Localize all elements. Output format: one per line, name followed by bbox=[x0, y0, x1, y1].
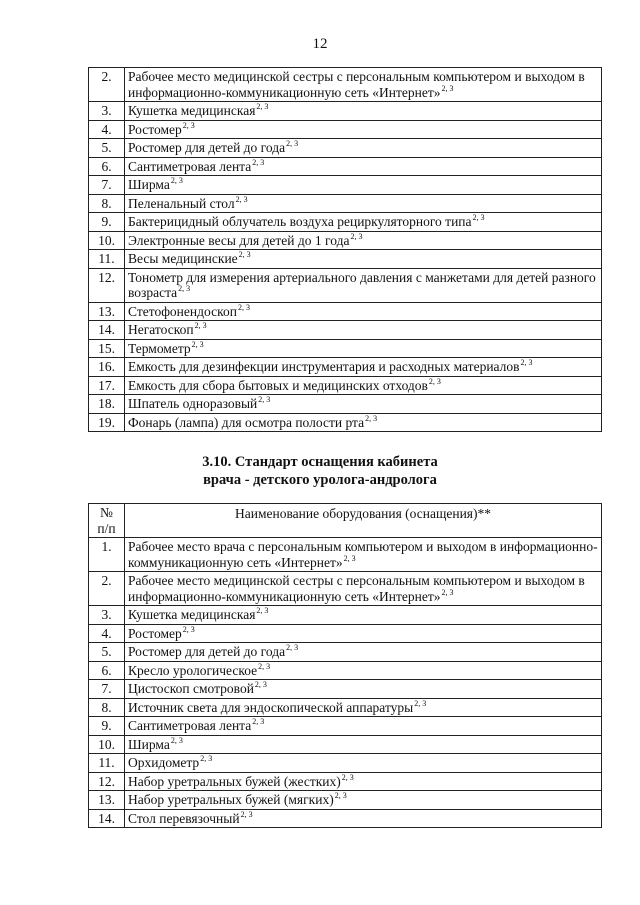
row-number: 2. bbox=[89, 572, 125, 606]
table-row bbox=[89, 250, 602, 269]
footnote-ref: 2, 3 bbox=[200, 754, 213, 763]
table-row bbox=[89, 120, 602, 139]
footnote-ref: 2, 3 bbox=[334, 791, 347, 800]
equipment-name-cell bbox=[125, 572, 602, 606]
footnote-ref: 2, 3 bbox=[182, 624, 195, 634]
equipment-name-cell bbox=[125, 321, 602, 340]
equipment-name: Ростомер bbox=[128, 121, 182, 137]
equipment-name-cell bbox=[125, 176, 602, 195]
row-number: 11. bbox=[89, 754, 125, 773]
row-number: 9. bbox=[89, 213, 125, 232]
equipment-name-cell bbox=[125, 339, 602, 358]
table-row bbox=[89, 680, 602, 699]
equipment-name: Электронные весы для детей до 1 года bbox=[128, 232, 350, 248]
equipment-name-cell bbox=[125, 698, 602, 717]
row-number: 7. bbox=[89, 176, 125, 195]
equipment-name-cell bbox=[125, 643, 602, 662]
equipment-name-cell bbox=[125, 661, 602, 680]
table-row bbox=[89, 194, 602, 213]
row-number: 3. bbox=[89, 102, 125, 121]
table-row bbox=[89, 157, 602, 176]
row-number: 13. bbox=[89, 302, 125, 321]
table-row bbox=[89, 809, 602, 828]
table-row bbox=[89, 791, 602, 810]
equipment-name-cell bbox=[125, 735, 602, 754]
footnote-ref: 2, 3 bbox=[350, 231, 363, 241]
footnote-ref: 2, 3 bbox=[254, 680, 267, 689]
table-row bbox=[89, 376, 602, 395]
equipment-name-cell bbox=[125, 231, 602, 250]
footnote-ref: 2, 3 bbox=[286, 139, 299, 148]
footnote-ref: 2, 3 bbox=[170, 176, 183, 185]
row-number: 12. bbox=[89, 268, 125, 302]
footnote-ref: 2, 3 bbox=[286, 643, 299, 652]
equipment-name-cell bbox=[125, 809, 602, 828]
equipment-name: Емкость для сбора бытовых и медицинских отходов bbox=[128, 377, 428, 393]
row-number: 16. bbox=[89, 358, 125, 377]
row-number: 15. bbox=[89, 339, 125, 358]
page-number: 12 bbox=[312, 36, 328, 52]
table-row bbox=[89, 139, 602, 158]
equipment-name-cell bbox=[125, 754, 602, 773]
footnote-ref: 2, 3 bbox=[520, 358, 533, 367]
footnote-ref: 2, 3 bbox=[414, 698, 427, 708]
footnote-ref: 2, 3 bbox=[256, 102, 269, 111]
row-number: 8. bbox=[89, 194, 125, 213]
equipment-name-cell bbox=[125, 102, 602, 121]
row-number: 5. bbox=[89, 643, 125, 662]
table-row bbox=[89, 754, 602, 773]
urologist-equipment-table bbox=[88, 503, 602, 828]
equipment-name: Ширма bbox=[128, 736, 170, 752]
equipment-name-cell bbox=[125, 120, 602, 139]
equipment-name: Ширма bbox=[128, 177, 170, 192]
table-row bbox=[89, 213, 602, 232]
row-number: 9. bbox=[89, 717, 125, 736]
equipment-name-cell bbox=[125, 717, 602, 736]
table-row bbox=[89, 661, 602, 680]
footnote-ref: 2, 3 bbox=[240, 809, 253, 819]
row-number: 4. bbox=[89, 120, 125, 139]
table1-body bbox=[89, 68, 602, 432]
equipment-name-cell bbox=[125, 358, 602, 377]
footnote-ref: 2, 3 bbox=[235, 194, 248, 204]
equipment-name: Набор уретральных бужей (мягких) bbox=[128, 792, 334, 807]
footnote-ref: 2, 3 bbox=[182, 120, 195, 130]
footnote-ref: 2, 3 bbox=[258, 661, 271, 671]
table-row bbox=[89, 176, 602, 195]
equipment-name-cell bbox=[125, 250, 602, 269]
header-num-sublabel: п/п bbox=[97, 520, 116, 536]
row-number: 6. bbox=[89, 661, 125, 680]
header-num-label: № bbox=[100, 505, 113, 520]
equipment-name: Емкость для дезинфекции инструментария и расходных материалов bbox=[128, 359, 520, 374]
equipment-name-cell bbox=[125, 624, 602, 643]
footnote-ref: 2, 3 bbox=[441, 83, 454, 93]
equipment-name: Сантиметровая лента bbox=[128, 718, 252, 733]
row-number: 6. bbox=[89, 157, 125, 176]
table-row bbox=[89, 339, 602, 358]
equipment-name-cell bbox=[125, 139, 602, 158]
equipment-name-cell bbox=[125, 194, 602, 213]
footnote-ref: 2, 3 bbox=[252, 157, 265, 167]
row-number: 17. bbox=[89, 376, 125, 395]
section-title-line2: врача - детского уролога-андролога bbox=[203, 472, 437, 488]
equipment-name: Орхидометр bbox=[128, 755, 200, 770]
equipment-name-cell bbox=[125, 538, 602, 572]
footnote-ref: 2, 3 bbox=[365, 413, 378, 423]
equipment-name-cell bbox=[125, 395, 602, 414]
equipment-name: Цистоскоп смотровой bbox=[128, 681, 254, 696]
equipment-name: Стетофонендоскоп bbox=[128, 303, 237, 319]
row-number: 14. bbox=[89, 809, 125, 828]
footnote-ref: 2, 3 bbox=[428, 376, 441, 386]
equipment-name: Сантиметровая лента bbox=[128, 158, 252, 174]
equipment-name: Источник света для эндоскопической аппаратуры bbox=[128, 699, 414, 715]
table-row bbox=[89, 358, 602, 377]
table-row bbox=[89, 717, 602, 736]
row-number: 7. bbox=[89, 680, 125, 699]
equipment-name: Термометр bbox=[128, 340, 191, 356]
footnote-ref: 2, 3 bbox=[343, 553, 356, 563]
row-number: 18. bbox=[89, 395, 125, 414]
equipment-name: Пеленальный стол bbox=[128, 195, 235, 211]
equipment-name-cell bbox=[125, 376, 602, 395]
equipment-name: Ростомер bbox=[128, 625, 182, 641]
equipment-name: Кресло урологическое bbox=[128, 662, 258, 678]
equipment-table-continued bbox=[88, 67, 602, 432]
equipment-name: Набор уретральных бужей (жестких) bbox=[128, 773, 341, 789]
equipment-name-cell bbox=[125, 606, 602, 625]
table-row bbox=[89, 321, 602, 340]
row-number: 11. bbox=[89, 250, 125, 269]
footnote-ref: 2, 3 bbox=[256, 606, 269, 615]
footnote-ref: 2, 3 bbox=[258, 395, 271, 404]
table-row bbox=[89, 231, 602, 250]
equipment-name: Шпатель одноразовый bbox=[128, 396, 258, 411]
equipment-name: Бактерицидный облучатель воздуха рециркуляторного типа bbox=[128, 214, 472, 229]
footnote-ref: 2, 3 bbox=[191, 339, 204, 349]
footnote-ref: 2, 3 bbox=[194, 321, 207, 330]
equipment-name-cell bbox=[125, 413, 602, 432]
table-row bbox=[89, 698, 602, 717]
footnote-ref: 2, 3 bbox=[341, 772, 354, 782]
equipment-name-cell bbox=[125, 680, 602, 699]
row-number: 14. bbox=[89, 321, 125, 340]
equipment-name-cell bbox=[125, 302, 602, 321]
equipment-name: Рабочее место врача с персональным компьютером и выходом в информационно-коммуникационную сеть «Интернет» bbox=[128, 539, 598, 570]
table-row bbox=[89, 643, 602, 662]
equipment-name-cell bbox=[125, 213, 602, 232]
footnote-ref: 2, 3 bbox=[252, 717, 265, 726]
equipment-name-cell bbox=[125, 772, 602, 791]
row-number: 3. bbox=[89, 606, 125, 625]
table-row bbox=[89, 302, 602, 321]
table-row bbox=[89, 413, 602, 432]
table-row bbox=[89, 606, 602, 625]
table2-body bbox=[89, 538, 602, 828]
footnote-ref: 2, 3 bbox=[178, 284, 191, 293]
equipment-name: Тонометр для измерения артериального давления с манжетами для детей разного возраста bbox=[128, 269, 596, 300]
table-row bbox=[89, 772, 602, 791]
row-number: 19. bbox=[89, 413, 125, 432]
row-number: 4. bbox=[89, 624, 125, 643]
equipment-name-cell bbox=[125, 68, 602, 102]
header-num-cell bbox=[89, 504, 125, 538]
equipment-name: Стол перевязочный bbox=[128, 810, 240, 826]
table-row bbox=[89, 102, 602, 121]
equipment-name-cell bbox=[125, 268, 602, 302]
header-name-cell: Наименование оборудования (оснащения)** bbox=[125, 504, 602, 538]
equipment-name: Негатоскоп bbox=[128, 322, 194, 337]
equipment-name-cell bbox=[125, 157, 602, 176]
equipment-name: Кушетка медицинская bbox=[128, 103, 256, 118]
table-row bbox=[89, 624, 602, 643]
row-number: 5. bbox=[89, 139, 125, 158]
row-number: 1. bbox=[89, 538, 125, 572]
table-row bbox=[89, 572, 602, 606]
table-header-row bbox=[89, 504, 602, 538]
equipment-name: Рабочее место медицинской сестры с персональным компьютером и выходом в информационно-коммуникационную сеть «Интернет» bbox=[128, 573, 585, 604]
table-row bbox=[89, 395, 602, 414]
footnote-ref: 2, 3 bbox=[237, 302, 250, 312]
footnote-ref: 2, 3 bbox=[170, 735, 183, 745]
equipment-name: Весы медицинские bbox=[128, 251, 238, 266]
row-number: 8. bbox=[89, 698, 125, 717]
equipment-name: Ростомер для детей до года bbox=[128, 644, 286, 659]
equipment-name-cell bbox=[125, 791, 602, 810]
equipment-name: Кушетка медицинская bbox=[128, 607, 256, 622]
row-number: 13. bbox=[89, 791, 125, 810]
table-row bbox=[89, 68, 602, 102]
footnote-ref: 2, 3 bbox=[441, 587, 454, 597]
footnote-ref: 2, 3 bbox=[238, 250, 251, 259]
table-row bbox=[89, 735, 602, 754]
table-row bbox=[89, 268, 602, 302]
section-title bbox=[0, 453, 640, 489]
row-number: 12. bbox=[89, 772, 125, 791]
section-title-line1: 3.10. Стандарт оснащения кабинета bbox=[202, 454, 438, 470]
row-number: 10. bbox=[89, 735, 125, 754]
equipment-name: Рабочее место медицинской сестры с персональным компьютером и выходом в информационно-коммуникационную сеть «Интернет» bbox=[128, 69, 585, 100]
row-number: 10. bbox=[89, 231, 125, 250]
row-number: 2. bbox=[89, 68, 125, 102]
table-row bbox=[89, 538, 602, 572]
footnote-ref: 2, 3 bbox=[472, 213, 485, 222]
equipment-name: Фонарь (лампа) для осмотра полости рта bbox=[128, 414, 365, 430]
equipment-name: Ростомер для детей до года bbox=[128, 140, 286, 155]
